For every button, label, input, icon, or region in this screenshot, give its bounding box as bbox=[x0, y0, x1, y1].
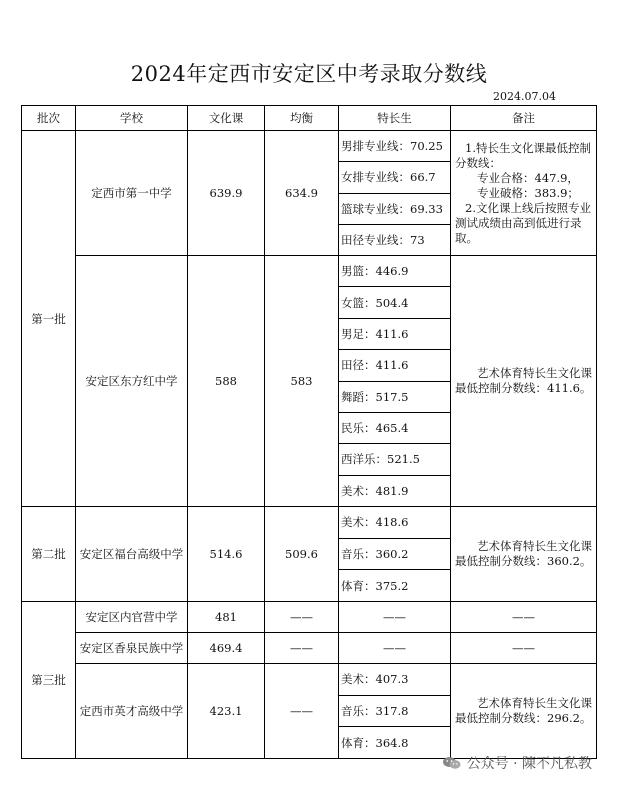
table-row bbox=[22, 664, 597, 759]
school-name: 定西市英才高级中学 bbox=[76, 664, 188, 759]
header-school: 学校 bbox=[76, 106, 188, 131]
note-line: 专业破格：383.9； bbox=[477, 185, 579, 200]
school-name: 定西市第一中学 bbox=[76, 131, 188, 256]
wechat-icon bbox=[442, 756, 462, 770]
note-cell: —— bbox=[451, 633, 597, 664]
specialty-item: 女篮：504.4 bbox=[339, 287, 450, 318]
specialty-item: 音乐：360.2 bbox=[339, 539, 450, 571]
watermark bbox=[442, 753, 592, 773]
table-row bbox=[22, 256, 597, 507]
specialty-item: 田径：411.6 bbox=[339, 350, 450, 381]
school-name: 安定区东方红中学 bbox=[76, 256, 188, 507]
balance-score: —— bbox=[265, 633, 339, 664]
header-note: 备注 bbox=[451, 106, 597, 131]
culture-score: 423.1 bbox=[188, 664, 265, 759]
specialty-item: 美术：418.6 bbox=[339, 507, 450, 539]
table-row bbox=[22, 602, 597, 633]
batch-cell: 第一批 bbox=[22, 131, 76, 507]
table-row bbox=[22, 131, 597, 256]
balance-score: —— bbox=[265, 664, 339, 759]
publish-date: 2024.07.04 bbox=[493, 90, 556, 103]
table-row bbox=[22, 633, 597, 664]
specialty-item: 音乐：317.8 bbox=[339, 696, 450, 728]
specialty-item: 西洋乐：521.5 bbox=[339, 444, 450, 475]
note-cell bbox=[451, 131, 597, 256]
specialty-item: 民乐：465.4 bbox=[339, 413, 450, 444]
header-batch: 批次 bbox=[22, 106, 76, 131]
header-row bbox=[22, 106, 597, 131]
culture-score: 469.4 bbox=[188, 633, 265, 664]
note-cell bbox=[451, 256, 597, 507]
note-cell bbox=[451, 664, 597, 759]
specialty-cell bbox=[339, 507, 451, 602]
specialty-cell bbox=[339, 256, 451, 507]
specialty-item: 男篮：446.9 bbox=[339, 256, 450, 287]
note-line: 艺术体育特长生文化课最低控制分数线：296.2。 bbox=[455, 696, 592, 725]
header-culture: 文化课 bbox=[188, 106, 265, 131]
specialty-item: 男足：411.6 bbox=[339, 319, 450, 350]
specialty-item: 舞蹈：517.5 bbox=[339, 382, 450, 413]
note-line: 2.文化课上线后按照专业测试成绩由高到低进行录取。 bbox=[455, 200, 591, 245]
balance-score: 634.9 bbox=[265, 131, 339, 256]
balance-score: —— bbox=[265, 602, 339, 633]
watermark-text: 公众号 · 陳不凡私教 bbox=[466, 756, 592, 772]
specialty-cell bbox=[339, 664, 451, 759]
specialty-cell: —— bbox=[339, 633, 451, 664]
note-cell bbox=[451, 507, 597, 602]
specialty-cell bbox=[339, 131, 451, 256]
header-balance: 均衡 bbox=[265, 106, 339, 131]
specialty-item: 体育：364.8 bbox=[341, 735, 409, 750]
specialty-item: 田径专业线：73 bbox=[341, 232, 425, 247]
culture-score: 514.6 bbox=[188, 507, 265, 602]
note-line: 艺术体育特长生文化课最低控制分数线：360.2。 bbox=[455, 539, 592, 568]
score-table bbox=[21, 105, 597, 759]
note-line: 1.特长生文化课最低控制分数线： bbox=[455, 140, 591, 170]
culture-score: 639.9 bbox=[188, 131, 265, 256]
culture-score: 481 bbox=[188, 602, 265, 633]
note-cell: —— bbox=[451, 602, 597, 633]
specialty-item: 女排专业线：66.7 bbox=[339, 162, 450, 193]
note-line: 艺术体育特长生文化课最低控制分数线：411.6。 bbox=[455, 366, 592, 395]
culture-score: 588 bbox=[188, 256, 265, 507]
school-name: 安定区内官营中学 bbox=[76, 602, 188, 633]
page-title: 2024年定西市安定区中考录取分数线 bbox=[130, 62, 488, 86]
specialty-item: 篮球专业线：69.33 bbox=[339, 194, 450, 225]
school-name: 安定区福台高级中学 bbox=[76, 507, 188, 602]
school-name: 安定区香泉民族中学 bbox=[76, 633, 188, 664]
balance-score: 509.6 bbox=[265, 507, 339, 602]
header-specialty: 特长生 bbox=[339, 106, 451, 131]
table-row bbox=[22, 507, 597, 602]
specialty-item: 美术：407.3 bbox=[339, 664, 450, 696]
balance-score: 583 bbox=[265, 256, 339, 507]
specialty-item: 男排专业线：70.25 bbox=[339, 131, 450, 162]
batch-cell: 第二批 bbox=[22, 507, 76, 602]
note-line: 专业合格：447.9， bbox=[477, 170, 579, 185]
specialty-cell: —— bbox=[339, 602, 451, 633]
specialty-item: 体育：375.2 bbox=[341, 578, 409, 593]
batch-cell: 第三批 bbox=[22, 602, 76, 759]
specialty-item: 美术：481.9 bbox=[341, 483, 409, 498]
